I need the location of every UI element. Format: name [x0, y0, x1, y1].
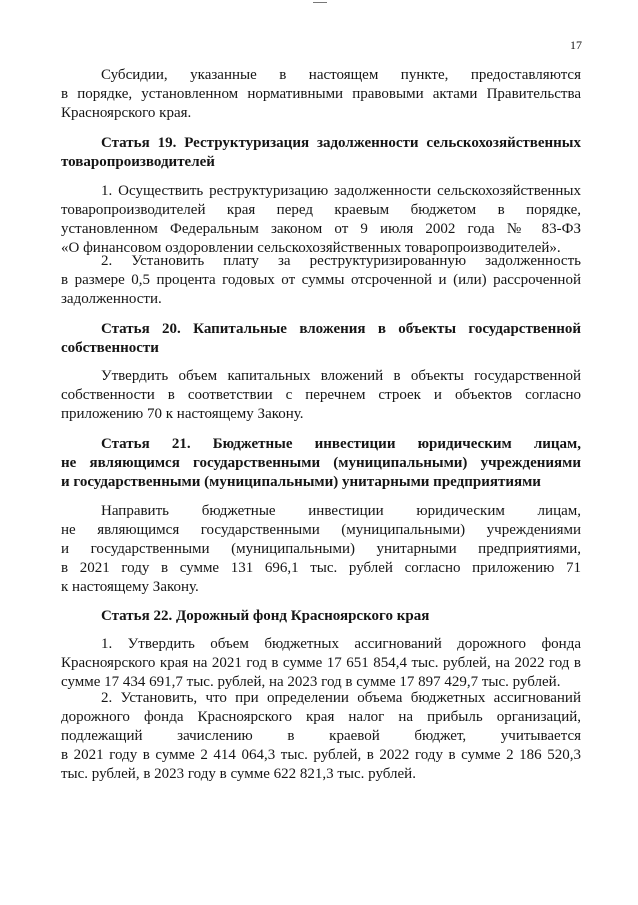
heading-line: Статья 20. Капитальные вложения в объекты государственной: [101, 321, 581, 337]
article-19-paragraph-1: [61, 182, 581, 258]
scan-mark: [313, 2, 327, 3]
text-line: к настоящему Закону.: [61, 579, 199, 595]
text-line: задолженности.: [61, 291, 162, 307]
article-20-paragraph-1: [61, 367, 581, 424]
article-22-paragraph-2: [61, 689, 581, 784]
text-line: Красноярского края на 2021 год в сумме 17 651 854,4 тыс. рублей, на 2022 год в: [61, 655, 581, 671]
text-line: 1. Утвердить объем бюджетных ассигнований дорожного фонда: [101, 636, 581, 652]
paragraph-intro: [61, 66, 581, 123]
article-21-heading: [61, 435, 581, 492]
heading-line: товаропроизводителей: [61, 154, 215, 170]
text-line: 1. Осуществить реструктуризацию задолженности сельскохозяйственных: [101, 183, 581, 199]
text-line: подлежащий зачислению в краевой бюджет, учитывается: [61, 728, 581, 744]
text-line: дорожного фонда Красноярского края налог на прибыль организаций,: [61, 709, 581, 725]
text-line: Утвердить объем капитальных вложений в объекты государственной: [101, 368, 581, 384]
heading-line: не являющимся государственными (муниципальными) учреждениями: [61, 455, 581, 471]
text-line: сумме 17 434 691,7 тыс. рублей, на 2023 год в сумме 17 897 429,7 тыс. рублей.: [61, 674, 561, 690]
text-line: «О финансовом оздоровлении сельскохозяйственных товаропроизводителей».: [61, 240, 561, 256]
text-line: 2. Установить, что при определении объема бюджетных ассигнований: [101, 690, 581, 706]
page-number: 17: [570, 38, 582, 52]
article-22-paragraph-1: [61, 635, 581, 692]
article-20-heading: [61, 320, 581, 358]
text-line: тыс. рублей, в 2023 году в сумме 622 821,3 тыс. рублей.: [61, 766, 416, 782]
text-line: собственности в соответствии с перечнем строек и объектов согласно: [61, 387, 581, 403]
text-line: 2. Установить плату за реструктуризированную задолженность: [101, 253, 581, 269]
article-19-paragraph-2: [61, 252, 581, 309]
text-line: в порядке, установленном нормативными правовыми актами Правительства: [61, 86, 581, 102]
heading-line: Статья 19. Реструктуризация задолженности сельскохозяйственных: [101, 135, 581, 151]
text-line: в 2021 году в сумме 2 414 064,3 тыс. рублей, в 2022 году в сумме 2 186 520,3: [61, 747, 581, 763]
text-line: в размере 0,5 процента годовых от суммы отсроченной и (или) рассроченной: [61, 272, 581, 288]
text-line: в 2021 году в сумме 131 696,1 тыс. рублей согласно приложению 71: [61, 560, 581, 576]
heading-line: собственности: [61, 340, 159, 356]
article-21-paragraph-1: [61, 502, 581, 597]
text-line: установленном Федеральным законом от 9 июля 2002 года № 83-ФЗ: [61, 221, 581, 237]
heading-line: Статья 22. Дорожный фонд Красноярского края: [101, 608, 430, 624]
article-22-heading: [61, 607, 581, 626]
text-line: Субсидии, указанные в настоящем пункте, предоставляются: [101, 67, 581, 83]
text-line: Красноярского края.: [61, 105, 192, 121]
text-line: товаропроизводителей края перед краевым бюджетом в порядке,: [61, 202, 581, 218]
text-line: не являющимся государственными (муниципальными) учреждениями: [61, 522, 581, 538]
article-19-heading: [61, 134, 581, 172]
text-line: Направить бюджетные инвестиции юридическим лицам,: [101, 503, 581, 519]
text-line: и государственными (муниципальными) унитарными предприятиями,: [61, 541, 581, 557]
text-line: приложению 70 к настоящему Закону.: [61, 406, 304, 422]
heading-line: и государственными (муниципальными) унитарными предприятиями: [61, 474, 541, 490]
heading-line: Статья 21. Бюджетные инвестиции юридическим лицам,: [101, 436, 581, 452]
